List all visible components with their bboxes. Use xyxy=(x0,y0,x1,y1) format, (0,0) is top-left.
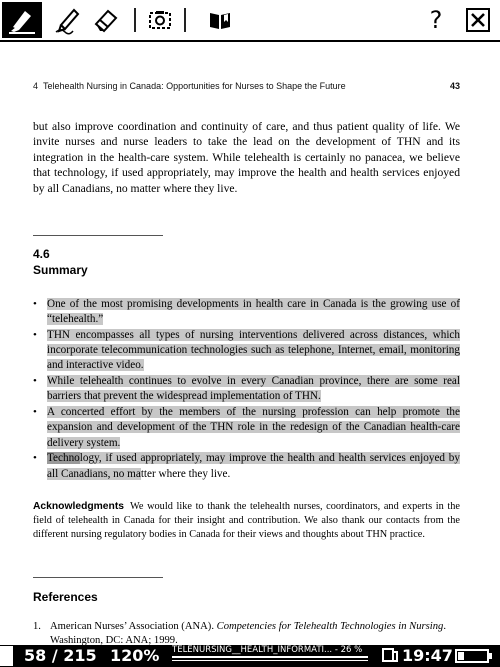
highlighter-button[interactable] xyxy=(2,2,42,38)
bookmark-button[interactable] xyxy=(200,2,240,38)
section-title: Summary xyxy=(33,263,88,277)
highlighted-text[interactable]: THN encompasses all types of nursing interventions delivered across distances, which incorporate telecommunication technologies such as telephone, Internet, email, monitoring and interactive video. xyxy=(47,329,460,372)
file-name: TELENURSING__HEALTH_INFORMATI... - 26 % xyxy=(172,645,363,655)
screenshot-button[interactable] xyxy=(140,2,180,38)
bullet-dot: • xyxy=(33,452,37,465)
status-bar xyxy=(0,645,500,667)
running-head-title: Telehealth Nursing in Canada: Opportunities for Nurses to Shape the Future xyxy=(43,81,346,91)
section-rule xyxy=(33,235,163,236)
pen-button[interactable] xyxy=(48,2,88,38)
page-number: 43 xyxy=(449,81,460,91)
bullet-dot: • xyxy=(33,329,37,341)
acknowledgments-text: We would like to thank the telehealth nurses, coordinators, and experts in the field of telehealth in Canada for their insight and contribution. We also thank our contacts from the different nursing regulatory bodies in Canada for their views and thoughts about THN practice. xyxy=(33,501,460,540)
highlighted-text[interactable]: logy, if used appropriately, may improve the health and health services enjoyed by all Canadians, no ma xyxy=(47,452,460,480)
section-rule xyxy=(33,577,163,578)
book-icon xyxy=(205,5,235,35)
section-number: 4.6 xyxy=(33,247,50,261)
bullet-dot: • xyxy=(33,406,37,419)
eraser-button[interactable] xyxy=(86,2,126,38)
document-page[interactable] xyxy=(0,42,500,645)
reference-rest: . Washington, DC: ANA; 1999. xyxy=(50,621,446,645)
references-title: References xyxy=(33,590,98,604)
highlighted-text[interactable]: While telehealth continues to evolve in every Canadian province, there are some real barriers that prevent the widespread implementation of THN. xyxy=(47,375,460,403)
page-indicator[interactable]: 58 / 215 xyxy=(24,646,97,665)
highlighted-text[interactable]: One of the most promising developments in health care in Canada is the growing use of “telehealth.” xyxy=(47,298,460,326)
list-item xyxy=(33,297,460,327)
list-item xyxy=(33,374,460,404)
highlight-selection-start[interactable]: Techno xyxy=(47,452,80,465)
acknowledgments-heading: Acknowledgments xyxy=(33,501,124,512)
bullet-dot: • xyxy=(33,375,37,388)
list-item xyxy=(33,451,460,481)
list-item xyxy=(33,405,460,451)
reference-item xyxy=(33,620,460,645)
highlighter-icon xyxy=(7,5,37,35)
file-progress-bar xyxy=(172,656,368,658)
bullet-dot: • xyxy=(33,298,37,310)
rotate-icon[interactable] xyxy=(382,648,398,662)
list-item xyxy=(33,328,460,374)
reference-number: 1. xyxy=(33,621,41,632)
file-info xyxy=(172,645,368,661)
file-progress-track xyxy=(172,660,368,661)
help-button[interactable] xyxy=(416,2,456,38)
zoom-level[interactable]: 120% xyxy=(110,646,160,665)
body-paragraph: but also improve coordination and continuity of care, and thus patient quality of life. We invite nurses and nurse leaders to take the lead on the development of THN and its integration in the health-care system. While telehealth is certainly no panacea, we believe that technology, if used appropriately, may improve the health and health services enjoyed by all Canadians, no matter where they live. xyxy=(33,120,460,195)
close-button[interactable] xyxy=(458,2,498,38)
clock: 19:47 xyxy=(402,646,453,665)
battery-icon xyxy=(455,649,493,663)
help-icon: ? xyxy=(429,6,443,34)
screenshot-icon xyxy=(145,5,175,35)
chapter-number: 4 xyxy=(33,81,39,91)
reference-title: Competencies for Telehealth Technologies in Nursing xyxy=(216,621,444,632)
toolbar xyxy=(0,0,500,42)
toolbar-separator xyxy=(134,8,136,32)
reading-progress-indicator xyxy=(0,646,13,666)
close-icon xyxy=(465,7,491,33)
eraser-icon xyxy=(91,5,121,35)
reference-authors: American Nurses’ Association (ANA). xyxy=(50,621,217,632)
pen-icon xyxy=(53,5,83,35)
toolbar-separator xyxy=(184,8,186,32)
summary-list xyxy=(33,297,460,482)
acknowledgments xyxy=(33,500,460,542)
highlighted-text[interactable]: A concerted effort by the members of the nursing profession can help promote the expansion and development of the THN role in the redesign of the Canadian health-care delivery system. xyxy=(47,406,460,449)
plain-text: tter where they live. xyxy=(140,467,231,480)
